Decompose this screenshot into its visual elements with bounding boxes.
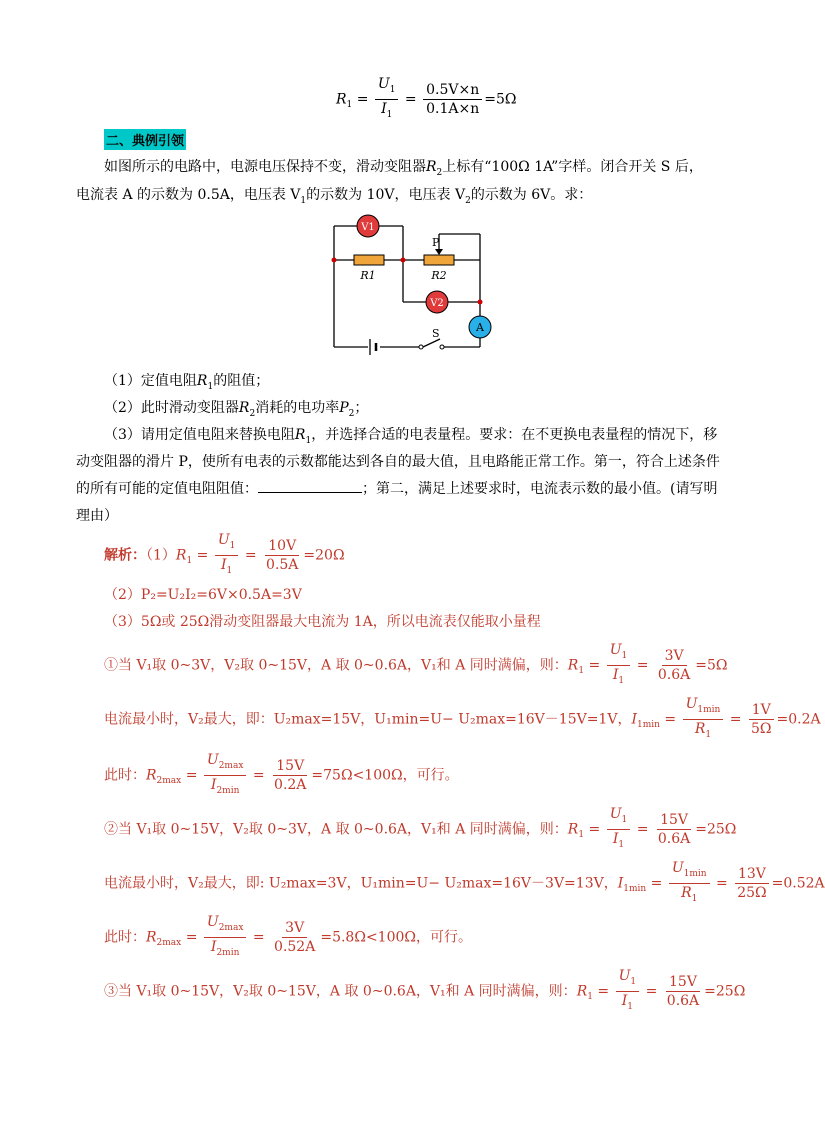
circuit-diagram xyxy=(320,212,500,362)
case-3: ③当 V₁取 0~15V，V₂取 0~15V，A 取 0~0.6A，V₁和 A 同时满偏，则：$R_1$ = $\frac{U_1}{I_1}$ = $\frac{15V}{0.6A}$ =25Ω xyxy=(104,968,746,1012)
question-3-line-2: 动变阻器的滑片 P，使所有电表的示数都能达到各自的最大值，且电路能正常工作。第一，符合上述条件 xyxy=(76,454,720,470)
intro-formula: $R_1$ = $\frac{U_1}{I_1}$ = $\frac{0.5V\times n}{0.1A\times n}$ =5Ω xyxy=(336,76,517,120)
question-3-line-1: （3）请用定值电阻来替换电阻$R_1$，并选择合适的电表量程。要求：在不更换电表量程的情况下，移 xyxy=(104,427,718,446)
case-1-min-current: 电流最小时，V₂最大，即：U₂max=15V，U₁min=U− U₂max=16V－15V=1V，$I_{1min}$ = $\frac{U_{1min}}{R_1}$ = $\frac{1V}{5\Omega}$ =0.2A xyxy=(104,696,821,740)
solution-3: （3）5Ω或 25Ω滑动变阻器最大电流为 1A，所以电流表仅能取小量程 xyxy=(104,614,541,630)
solution-1: 解析：$(1)R_1$ = $\frac{U_1}{I_1}$ = $\frac{10V}{0.5A}$ =20Ω xyxy=(104,532,345,576)
case-2: ②当 V₁取 0~15V，V₂取 0~3V，A 取 0~0.6A，V₁和 A 同时满偏，则：$R_1$ = $\frac{U_1}{I_1}$ = $\frac{15V}{0.6A}$ =25Ω xyxy=(104,806,737,850)
v1-label: V1 xyxy=(361,222,375,233)
question-3-line-4: 理由） xyxy=(76,508,118,524)
question-2: （2）此时滑动变阻器$R_2$消耗的电功率$P_2$； xyxy=(104,400,369,419)
case-2-check: 此时：$R_{2max}$ = $\frac{U_{2max}}{I_{2min}}$ = $\frac{3V}{0.52A}$ =5.8Ω<100Ω，可行。 xyxy=(104,914,473,958)
ammeter-label: A xyxy=(476,321,484,334)
switch-label: S xyxy=(432,327,440,340)
case-1: ①当 V₁取 0~3V，V₂取 0~15V，A 取 0~0.6A，V₁和 A 同时满偏，则：$R_1$ = $\frac{U_1}{I_1}$ = $\frac{3V}{0.6A}$ =5Ω xyxy=(104,642,728,686)
solution-2: （2）P₂=U₂I₂=6V×0.5A=3V xyxy=(104,587,302,603)
r1-resistor xyxy=(354,255,384,265)
answer-blank[interactable] xyxy=(258,480,362,493)
r2-label: R2 xyxy=(431,269,447,282)
slider-p-label: P xyxy=(432,236,440,249)
section-title: 二、典例引领 xyxy=(104,129,186,150)
question-1: （1）定值电阻$R_1$的阻值； xyxy=(104,373,270,392)
problem-line-2: 电流表 A 的示数为 0.5A，电压表 $V_1$的示数为 10V，电压表 $V_2$的示数为 6V。求： xyxy=(76,187,593,206)
case-1-check: 此时：$R_{2max}$ = $\frac{U_{2max}}{I_{2min}}$ = $\frac{15V}{0.2A}$ =75Ω<100Ω，可行。 xyxy=(104,752,459,796)
v2-label: V2 xyxy=(430,298,444,309)
question-3-line-3: 的所有可能的定值电阻阻值： ；第二，满足上述要求时，电流表示数的最小值。(请写明 xyxy=(76,481,718,497)
problem-line-1: 如图所示的电路中，电源电压保持不变，滑动变阻器$R_2$上标有“100Ω 1A”字样。闭合开关 S 后， xyxy=(104,159,703,178)
r2-resistor xyxy=(424,255,454,265)
r1-label: R1 xyxy=(360,269,376,282)
case-2-min-current: 电流最小时，V₂最大，即: U₂max=3V，U₁min=U− U₂max=16V－3V=13V，$I_{1min}$ = $\frac{U_{1min}}{R_1}$ = $\frac{13V}{25\Omega}$ =0.52A xyxy=(104,860,825,904)
